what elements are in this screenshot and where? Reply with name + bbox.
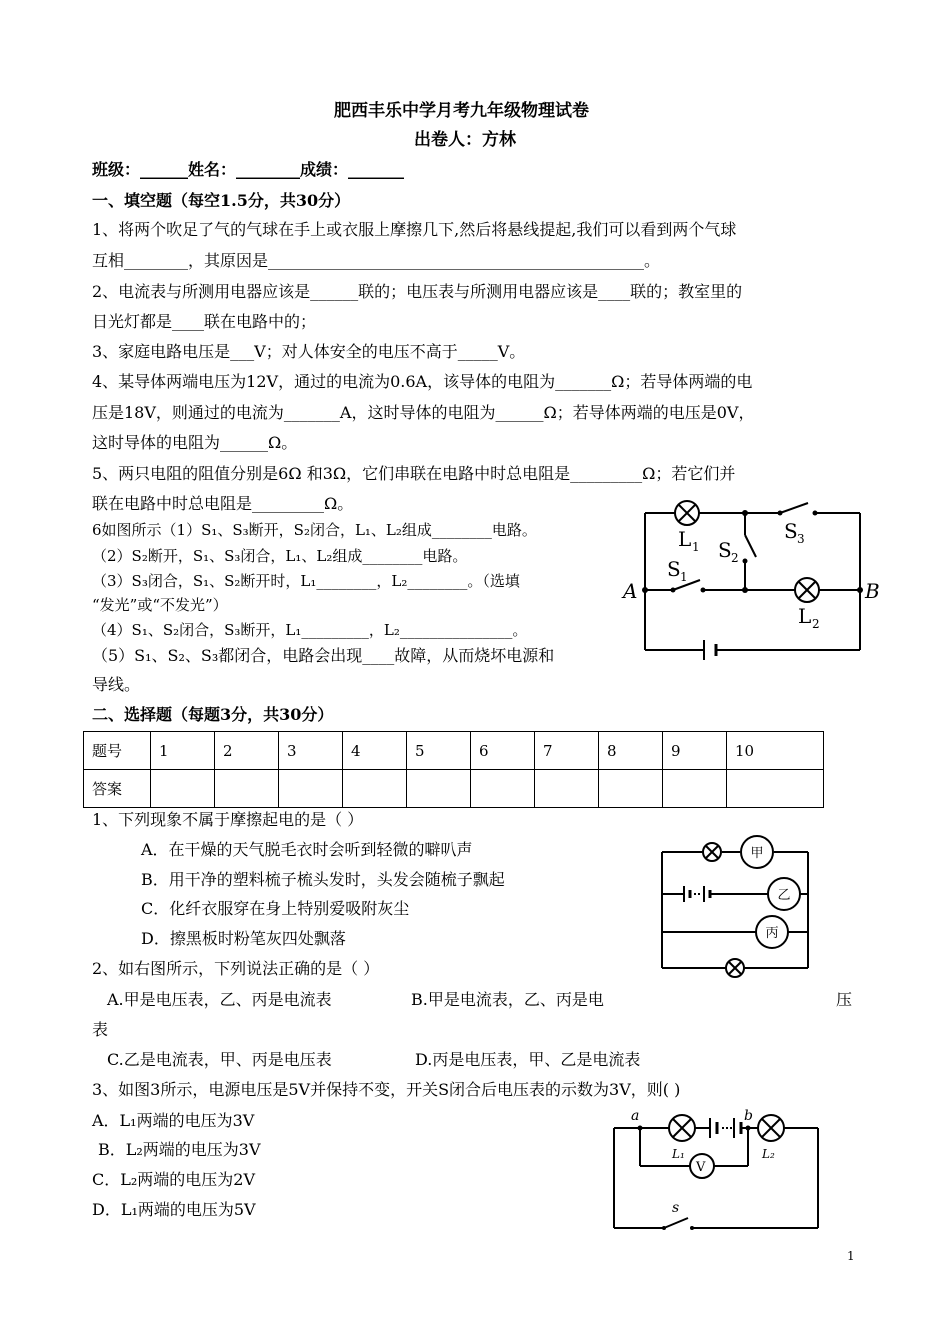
label-A: A <box>623 579 638 603</box>
table-cell: 5 <box>407 732 471 770</box>
table-cell: 9 <box>663 732 727 770</box>
choice-q1-option-b: B．用干净的塑料梳子梳头发时，头发会随梳子飘起 <box>141 870 505 889</box>
label-b: b <box>744 1108 753 1124</box>
answer-cell[interactable] <box>279 770 343 808</box>
q1-line1: 1、将两个吹足了气的气球在手上或衣服上摩擦几下,然后将悬线提起,我们可以看到两个气球 <box>92 220 737 239</box>
q6-line6: （5）S₁、S₂、S₃都闭合，电路会出现____故障，从而烧坏电源和 <box>92 646 555 665</box>
label-L1: L₁ <box>672 1147 685 1161</box>
student-info-line: 班级：______姓名：________成绩：_______ <box>92 160 405 179</box>
section1-heading: 一、填空题（每空1.5分，共30分） <box>92 191 351 210</box>
q1-line2: 互相________，其原因是_______________________________________________。 <box>92 251 661 270</box>
label-S1-sub: 1 <box>680 570 688 584</box>
choice-q3-option-d: D．L₁两端的电压为5V <box>92 1200 256 1219</box>
label-S1: S <box>667 557 681 581</box>
q6-line1: 6如图所示（1）S₁、S₃断开，S₂闭合，L₁、L₂组成________电路。 <box>92 521 537 539</box>
page-number: 1 <box>847 1249 855 1263</box>
label-S3-sub: 3 <box>797 532 805 546</box>
q6-line3: （3）S₃闭合，S₁、S₂断开时，L₁________，L₂________。（选填 <box>92 572 520 590</box>
section2-heading: 二、选择题（每题3分，共30分） <box>92 705 334 724</box>
table-answer-label: 答案 <box>84 770 151 808</box>
choice-q1-option-d: D．擦黑板时粉笔灰四处飘落 <box>141 929 346 948</box>
choice-q2-option-b-wrap: 压 <box>836 990 853 1009</box>
answer-cell[interactable] <box>343 770 407 808</box>
table-cell: 6 <box>471 732 535 770</box>
answer-cell[interactable] <box>151 770 215 808</box>
q6-line2: （2）S₂断开，S₁、S₃闭合，L₁、L₂组成________电路。 <box>92 547 468 565</box>
label-a: a <box>631 1108 640 1124</box>
meter-yi-label: 乙 <box>777 888 791 903</box>
q6-line5: （4）S₁、S₂闭合，S₃断开，L₁_________，L₂_______________。 <box>92 621 528 639</box>
voltmeter-label: V <box>696 1160 706 1175</box>
q5-line1: 5、两只电阻的阻值分别是6Ω 和3Ω，它们串联在电路中时总电阻是_________Ω；若它们并 <box>92 464 736 483</box>
choice-q2-option-a: A.甲是电压表，乙、丙是电流表 <box>107 990 332 1009</box>
label-L2-sub: 2 <box>812 617 820 631</box>
choice-q2-option-d: D.丙是电压表，甲、乙是电流表 <box>415 1050 641 1069</box>
page-title: 肥西丰乐中学月考九年级物理试卷 <box>334 101 589 121</box>
answer-cell[interactable] <box>535 770 599 808</box>
author-line: 出卷人：方林 <box>414 130 516 150</box>
label-L2: L₂ <box>762 1147 775 1161</box>
table-row-numbers <box>84 732 824 770</box>
q2-line1: 2、电流表与所测用电器应该是______联的；电压表与所测用电器应该是____联的；教室里的 <box>92 282 743 301</box>
q4-line1: 4、某导体两端电压为12V，通过的电流为0.6A，该导体的电阻为_______Ω；若导体两端的电 <box>92 372 753 391</box>
label-S2-sub: 2 <box>731 551 739 565</box>
answer-cell[interactable] <box>471 770 535 808</box>
choice-q3-option-b: B．L₂两端的电压为3V <box>98 1140 261 1159</box>
choice-q3-option-c: C．L₂两端的电压为2V <box>92 1170 256 1189</box>
label-L1-sub: 1 <box>692 540 700 554</box>
answer-cell[interactable] <box>215 770 279 808</box>
label-S3: S <box>784 519 798 543</box>
label-S2: S <box>718 538 732 562</box>
choice-q2-option-b-end: 表 <box>92 1020 109 1039</box>
label-L2: L <box>798 604 812 628</box>
answer-table <box>83 731 824 808</box>
circuit-diagram-1 <box>620 495 890 670</box>
q6-line4: “发光”或“不发光”） <box>92 596 228 614</box>
circuit-diagram-2 <box>660 828 825 976</box>
choice-q1-option-c: C．化纤衣服穿在身上特别爱吸附灰尘 <box>141 899 410 918</box>
circuit-diagram-3 <box>610 1100 825 1240</box>
choice-q2-option-c: C.乙是电流表，甲、丙是电压表 <box>107 1050 332 1069</box>
meter-bing-label: 丙 <box>765 926 779 941</box>
choice-q1-stem: 1、下列现象不属于摩擦起电的是（ ） <box>92 810 364 829</box>
choice-q3-option-a: A．L₁两端的电压为3V <box>92 1111 255 1130</box>
answer-cell[interactable] <box>599 770 663 808</box>
q6-line7: 导线。 <box>92 675 141 694</box>
table-cell: 4 <box>343 732 407 770</box>
table-cell: 10 <box>727 732 824 770</box>
q3-line: 3、家庭电路电压是___V；对人体安全的电压不高于_____V。 <box>92 342 526 361</box>
table-cell: 2 <box>215 732 279 770</box>
choice-q1-option-a: A．在干燥的天气脱毛衣时会听到轻微的噼叭声 <box>141 840 473 859</box>
table-cell: 7 <box>535 732 599 770</box>
answer-cell[interactable] <box>727 770 824 808</box>
answer-cell[interactable] <box>407 770 471 808</box>
table-row-answers <box>84 770 824 808</box>
table-header-label: 题号 <box>84 732 151 770</box>
choice-q2-stem: 2、如右图所示，下列说法正确的是（ ） <box>92 959 380 978</box>
label-B: B <box>865 579 880 603</box>
answer-cell[interactable] <box>663 770 727 808</box>
label-s: s <box>672 1200 680 1216</box>
meter-jia-label: 甲 <box>750 846 764 861</box>
table-cell: 1 <box>151 732 215 770</box>
table-cell: 8 <box>599 732 663 770</box>
label-L1: L <box>678 527 692 551</box>
q4-line2: 压是18V，则通过的电流为_______A，这时导体的电阻为______Ω；若导体两端的电压是0V， <box>92 403 755 422</box>
q5-line2: 联在电路中时总电阻是_________Ω。 <box>92 494 354 513</box>
choice-q2-option-b: B.甲是电流表，乙、丙是电 <box>411 990 604 1009</box>
q4-line3: 这时导体的电阻为______Ω。 <box>92 433 298 452</box>
q2-line2: 日光灯都是____联在电路中的； <box>92 312 317 331</box>
table-cell: 3 <box>279 732 343 770</box>
choice-q3-stem: 3、如图3所示，电源电压是5V并保持不变，开关S闭合后电压表的示数为3V，则( ) <box>92 1080 681 1099</box>
